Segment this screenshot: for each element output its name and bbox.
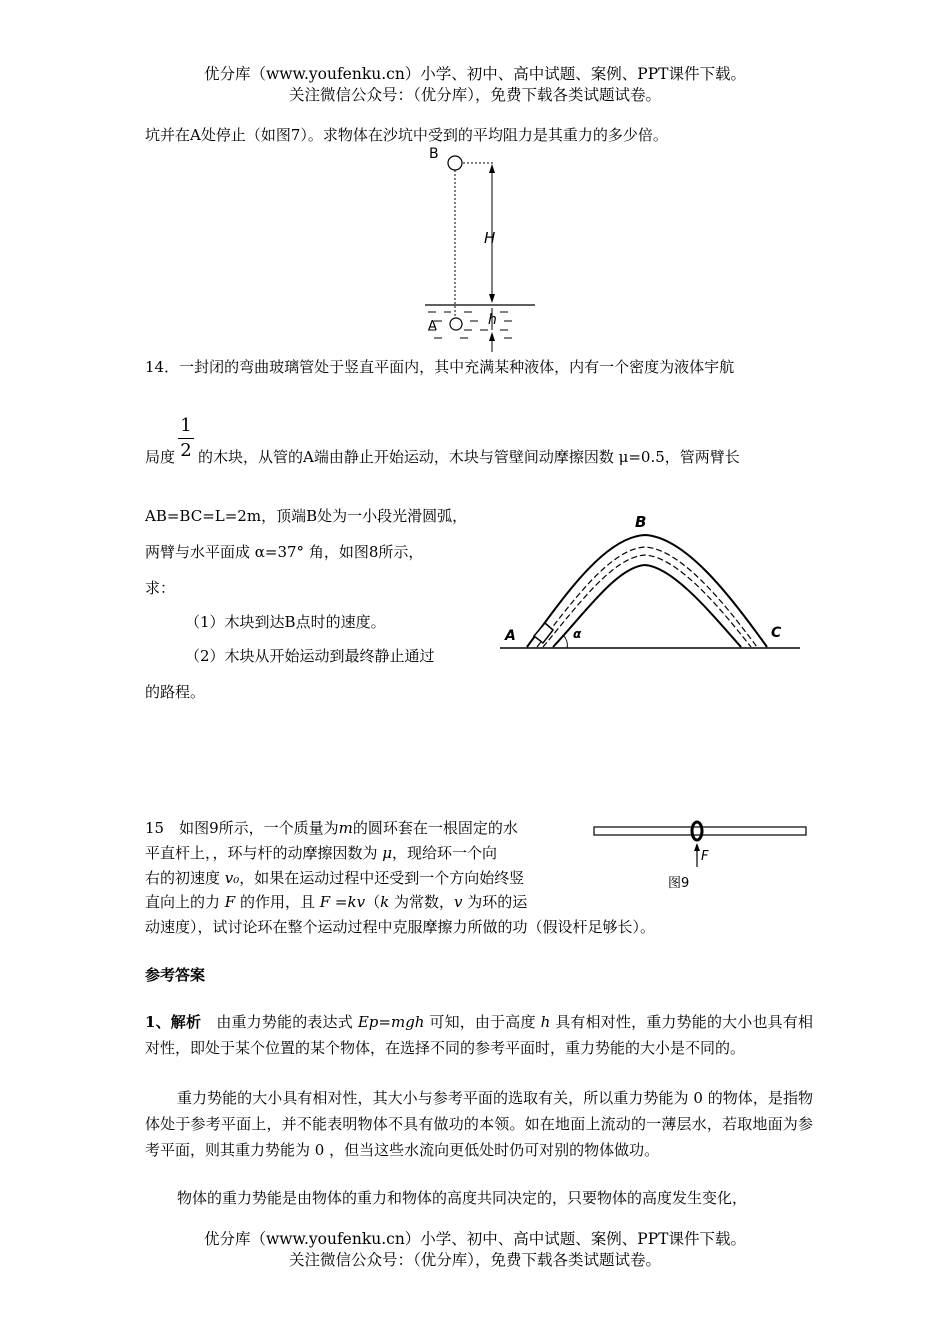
answer-1-text-c: 具有相对性，重力势能的大小也具有相对性，即处于某个位置的某个物体，在选择不同的参考平面时，重力势能的大小是不同的。 <box>145 1013 813 1057</box>
q14-line-4: 两臂与水平面成 α=37° 角，如图8所示， <box>145 543 424 561</box>
q13-text: 坑并在A处停止（如图7）。求物体在沙坑中受到的平均阻力是其重力的多少倍。 <box>145 126 668 144</box>
q14-sub-2-cont: 的路程。 <box>145 683 206 701</box>
fig9-label-f: F <box>701 849 709 864</box>
answers-heading: 参考答案 <box>145 966 206 984</box>
q15-l4-a: 直向上的力 <box>145 893 225 911</box>
fig9-force-arrow <box>694 843 700 851</box>
q15-l1-b: 的圆环套在一根固定的水 <box>352 819 518 837</box>
footer-line-2: 关注微信公众号：（优分库），免费下载各类试题试卷。 <box>288 1251 661 1269</box>
q15-line-4 <box>145 892 527 912</box>
fig9-rod <box>594 827 806 835</box>
fig8-angle-arc <box>563 635 567 648</box>
q15-l4-d: 为常数， <box>389 893 454 911</box>
q15-var-mu: μ <box>382 844 393 862</box>
fig7-ball-bottom <box>450 318 462 330</box>
q15-var-F: F <box>224 893 236 911</box>
figure-8 <box>495 505 815 660</box>
q14-sub-2: （2）木块从开始运动到最终静止通过 <box>185 647 435 665</box>
fig7-label-b: B <box>429 146 439 162</box>
fraction-denominator: 2 <box>180 440 192 461</box>
density-fraction <box>176 415 196 462</box>
q15-line-1 <box>145 818 518 838</box>
fig7-sand-hatch <box>428 312 512 338</box>
answer-1-para-1 <box>145 1009 813 1061</box>
answer-1-label: 1、解析 <box>145 1013 202 1031</box>
footer-line-1: 优分库（www.youfenku.cn）小学、初中、高中试题、案例、PPT课件下载。 <box>203 1230 747 1248</box>
q14-line-2: 的木块，从管的A端由静止开始运动，木块与管壁间动摩擦因数 μ=0.5，管两臂长 <box>198 448 740 466</box>
q15-l2-a: 平直杆上，，环与杆的动摩擦因数为 <box>145 844 383 862</box>
figure-7 <box>420 140 545 355</box>
fig8-label-a: A <box>505 628 516 644</box>
q15-l2-b: ，现给环一个向 <box>392 844 498 862</box>
q15-var-v0: v₀ <box>224 869 240 887</box>
answer-1-text-a: 由重力势能的表达式 <box>201 1013 358 1031</box>
q15-l1-a: 15 如图9所示，一个质量为 <box>145 819 339 837</box>
fig8-label-b: B <box>635 513 647 531</box>
fig8-tube-mid-1 <box>537 547 757 647</box>
q15-var-v: v <box>453 893 463 911</box>
answer-1-para-3: 物体的重力势能是由物体的重力和物体的高度共同决定的，只要物体的高度发生变化， <box>177 1189 748 1207</box>
q15-line-2 <box>145 843 497 863</box>
q14-line-1: 14．一封闭的弯曲玻璃管处于竖直平面内，其中充满某种液体，内有一个密度为液体宇航 <box>145 358 735 376</box>
fig9-caption: 图9 <box>668 876 690 891</box>
q14-line-3: AB=BC=L=2m，顶端B处为一小段光滑圆弧， <box>145 507 468 525</box>
fig7-label-h: h <box>488 312 497 328</box>
fig8-label-alpha: α <box>573 627 582 641</box>
header-line-1: 优分库（www.youfenku.cn）小学、初中、高中试题、案例、PPT课件下载。 <box>203 65 747 83</box>
answer-1-text-b: 可知，由于高度 <box>424 1013 541 1031</box>
fraction-numerator: 1 <box>180 415 192 436</box>
q15-l4-b: 的作用，且 <box>235 893 320 911</box>
q15-l4-e: 为环的运 <box>462 893 528 911</box>
fraction-bar <box>178 438 194 439</box>
answer-1-formula: Ep=mgh <box>357 1013 425 1031</box>
q15-l4-c: （ <box>365 893 381 911</box>
fig7-H-arrow-top <box>489 164 495 173</box>
q15-var-m: m <box>338 819 353 837</box>
figure-9 <box>590 815 812 893</box>
fig7-label-a: A <box>428 319 437 334</box>
answer-1-para-2: 重力势能的大小具有相对性，其大小与参考平面的选取有关，所以重力势能为 0 的物体，是指物体处于参考平面上，并不能表明物体不具有做功的本领。如在地面上流动的一薄层水，若取地面为参考平面，则其重力势能为 0 ，但当这些水流向更低处时仍可对别的物体做功。 <box>145 1089 813 1159</box>
q15-l3-b: ，如果在运动过程中还受到一个方向始终竖 <box>239 869 525 887</box>
fig8-tube-outer <box>527 535 767 647</box>
q15-line-5: 动速度），试讨论环在整个运动过程中克服摩擦力所做的功（假设杆足够长）。 <box>145 918 656 936</box>
fig8-label-c: C <box>771 625 782 641</box>
fig7-h-arrow <box>489 332 495 341</box>
q15-l3-a: 右的初速度 <box>145 869 225 887</box>
header-line-2: 关注微信公众号：（优分库），免费下载各类试题试卷。 <box>288 86 661 104</box>
answer-1-var-h: h <box>540 1013 551 1031</box>
fig7-label-H: H <box>484 229 496 247</box>
q15-var-k: k <box>380 893 390 911</box>
q14-sub-1: （1）木块到达B点时的速度。 <box>185 613 386 631</box>
fig7-H-arrow-bottom <box>489 294 495 303</box>
q14-line-5: 求： <box>145 579 176 597</box>
page-header <box>0 64 950 106</box>
q14-line-2-pre: 局度 <box>145 448 176 466</box>
page-footer <box>0 1229 950 1271</box>
q15-formula: F =kv <box>319 893 366 911</box>
q15-line-3 <box>145 868 524 888</box>
fig8-block <box>534 623 553 643</box>
fig7-ball-top <box>448 156 462 170</box>
